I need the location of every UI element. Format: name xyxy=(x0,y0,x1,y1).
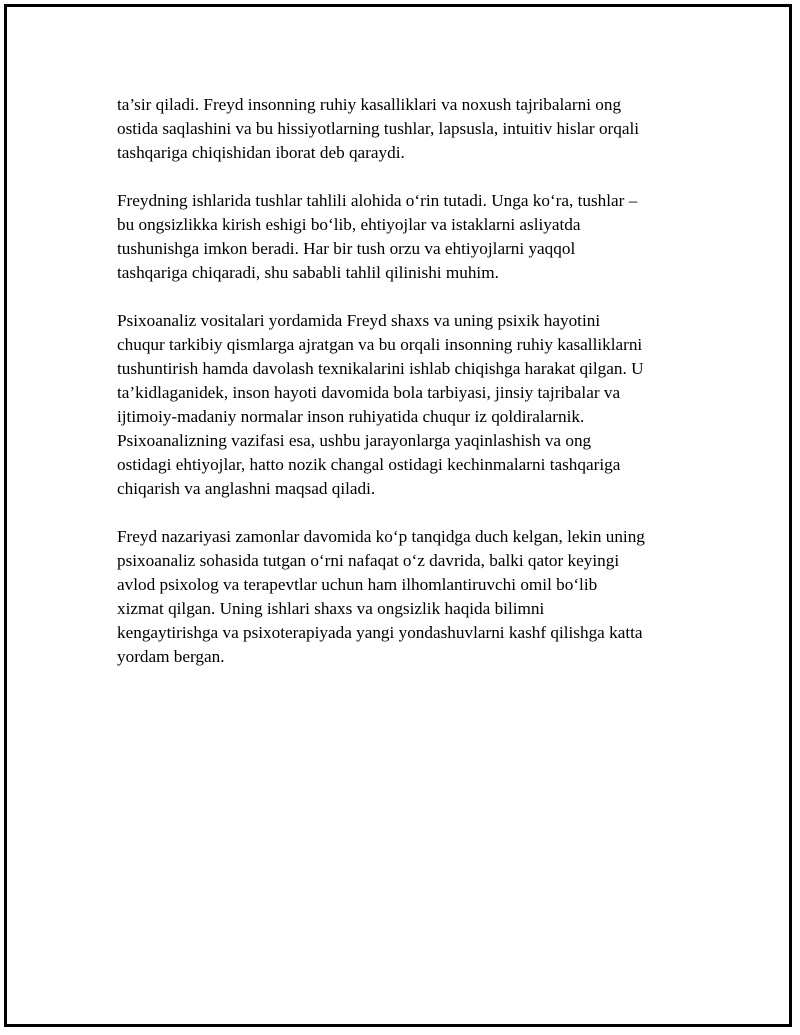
text-line: tushunishga imkon beradi. Har bir tush orzu va ehtiyojlarni yaqqol xyxy=(117,239,576,258)
document-body xyxy=(117,93,697,693)
text-line: psixoanaliz sohasida tutgan o‘rni nafaqat o‘z davrida, balki qator keyingi xyxy=(117,551,620,570)
text-line: Freyd nazariyasi zamonlar davomida ko‘p tanqidga duch kelgan, lekin uning xyxy=(117,527,645,546)
paragraph-1 xyxy=(117,93,697,165)
text-line: kengaytirishga va psixoterapiyada yangi yondashuvlarni kashf qilishga katta xyxy=(117,623,643,642)
text-line: xizmat qilgan. Uning ishlari shaxs va ongsizlik haqida bilimni xyxy=(117,599,545,618)
text-line: ta’sir qiladi. Freyd insonning ruhiy kasalliklari va noxush tajribalarni ong xyxy=(117,95,622,114)
text-line: chiqarish va anglashni maqsad qiladi. xyxy=(117,479,376,498)
text-line: ostida saqlashini va bu hissiyotlarning tushlar, lapsusla, intuitiv hislar orqali xyxy=(117,119,640,138)
paragraph-3 xyxy=(117,309,697,501)
text-line: ta’kidlaganidek, inson hayoti davomida bola tarbiyasi, jinsiy tajribalar va xyxy=(117,383,621,402)
text-line: tashqariga chiqishidan iborat deb qaraydi. xyxy=(117,143,405,162)
text-line: avlod psixolog va terapevtlar uchun ham ilhomlantiruvchi omil bo‘lib xyxy=(117,575,598,594)
text-line: Psixoanaliz vositalari yordamida Freyd shaxs va uning psixik hayotini xyxy=(117,311,601,330)
text-line: chuqur tarkibiy qismlarga ajratgan va bu orqali insonning ruhiy kasalliklarni xyxy=(117,335,643,354)
paragraph-2 xyxy=(117,189,697,285)
text-line: Psixoanalizning vazifasi esa, ushbu jarayonlarga yaqinlashish va ong xyxy=(117,431,592,450)
text-line: ostidagi ehtiyojlar, hatto nozik changal ostidagi kechinmalarni tashqariga xyxy=(117,455,621,474)
text-line: bu ongsizlikka kirish eshigi bo‘lib, ehtiyojlar va istaklarni asliyatda xyxy=(117,215,581,234)
paragraph-4 xyxy=(117,525,697,669)
text-line: Freydning ishlarida tushlar tahlili alohida o‘rin tutadi. Unga ko‘ra, tushlar – xyxy=(117,191,638,210)
text-line: tushuntirish hamda davolash texnikalarini ishlab chiqishga harakat qilgan. U xyxy=(117,359,644,378)
text-line: yordam bergan. xyxy=(117,647,225,666)
text-line: ijtimoiy-madaniy normalar inson ruhiyatida chuqur iz qoldiralarnik. xyxy=(117,407,585,426)
text-line: tashqariga chiqaradi, shu sababli tahlil qilinishi muhim. xyxy=(117,263,499,282)
